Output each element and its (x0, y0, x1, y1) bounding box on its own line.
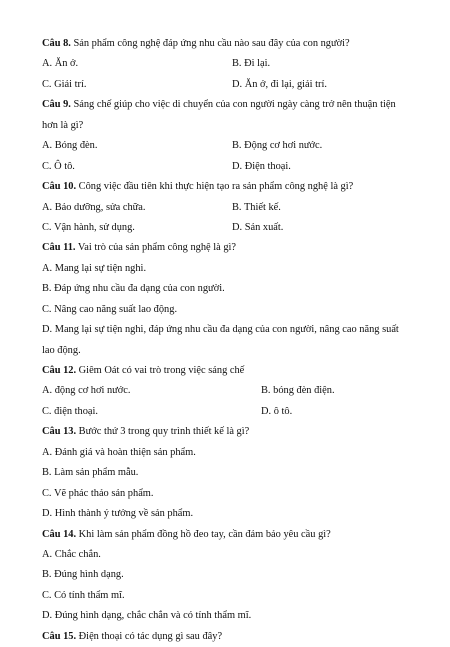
option-c: C. Vẽ phác thảo sản phẩm. (42, 487, 154, 499)
document-page (42, 34, 422, 647)
question-10 (42, 177, 422, 197)
option-c: C. Giải trí. (42, 78, 87, 90)
question-text: Khi làm sản phẩm đồng hồ đeo tay, cần đảm bảo yêu cầu gì? (76, 528, 331, 540)
question-text: hơn là gì? (42, 119, 84, 131)
option-row (42, 381, 422, 401)
option-row (42, 218, 422, 238)
question-number: Câu 15. (42, 630, 77, 642)
option-d: D. ô tô. (261, 405, 293, 417)
question-number: Câu 12. (42, 365, 77, 376)
question-number: Câu 8. (42, 38, 71, 49)
option-b: B. Đáp ứng nhu cầu đa dạng của con người. (42, 283, 225, 295)
question-text: Sáng chế giúp cho việc di chuyển của con người ngày càng trở nên thuận tiện (70, 99, 396, 111)
option-c: C. Có tính thẩm mĩ. (42, 589, 125, 601)
option-row (42, 198, 422, 218)
option-d: D. Đúng hình dạng, chắc chắn và có tính thẩm mĩ. (42, 610, 252, 622)
option-a: A. Bóng đèn. (42, 140, 98, 152)
option-a: A. Bảo dưỡng, sửa chữa. (42, 201, 146, 213)
option-b: B. bóng đèn điện. (261, 385, 335, 397)
question-9 (42, 95, 422, 115)
option-b: B. Làm sản phẩm mẫu. (42, 467, 139, 479)
option-d: D. Điện thoại. (232, 160, 291, 172)
question-number: Câu 13. (42, 426, 77, 438)
option-a: A. Mang lại sự tiện nghi. (42, 262, 147, 274)
question-text: Công việc đầu tiên khi thực hiện tạo ra sản phẩm công nghệ là gì? (76, 181, 354, 193)
question-number: Câu 11. (42, 242, 76, 254)
question-text: Vai trò của sản phẩm công nghệ là gì? (75, 242, 237, 254)
question-number: Câu 9. (42, 99, 71, 111)
question-number: Câu 10. (42, 181, 77, 193)
option-row (42, 402, 422, 422)
option-d: D. Hình thành ý tưởng về sản phẩm. (42, 508, 194, 520)
option-b: B. Đúng hình dạng. (42, 569, 124, 581)
question-13 (42, 422, 422, 442)
option-a: A. Chắc chắn. (42, 548, 101, 560)
question-text: Điện thoại có tác dụng gì sau đây? (76, 630, 223, 642)
option-c: C. Ô tô. (42, 160, 75, 172)
question-text: Sản phẩm công nghệ đáp ứng nhu cầu nào sau đây của con người? (70, 38, 350, 49)
option-c: C. điện thoại. (42, 405, 98, 417)
question-8 (42, 34, 422, 54)
question-11 (42, 238, 422, 258)
question-number: Câu 14. (42, 528, 77, 540)
option-b: B. Đi lại. (232, 58, 271, 70)
question-text: Bước thứ 3 trong quy trình thiết kế là gì? (76, 426, 250, 438)
option-a: A. động cơ hơi nước. (42, 385, 131, 397)
option-b: B. Động cơ hơi nước. (232, 140, 323, 152)
option-c: C. Vận hành, sử dụng. (42, 221, 135, 233)
option-b: B. Thiết kế. (232, 201, 281, 213)
question-text-continued (42, 116, 422, 136)
option-a: A. Ăn ở. (42, 58, 79, 70)
option-c: C. Nâng cao năng suất lao động. (42, 303, 178, 315)
question-12 (42, 361, 422, 381)
question-text: Giêm Oát có vai trò trong việc sáng chế (76, 365, 245, 376)
option-d: D. Mang lại sự tiện nghi, đáp ứng nhu cầu đa dạng của con người, nâng cao năng suất (42, 324, 399, 336)
option-d: D. Sản xuất. (232, 221, 284, 233)
option-row (42, 54, 422, 74)
option-row (42, 75, 422, 95)
option-row (42, 157, 422, 177)
option-d-continued: lao động. (42, 344, 81, 356)
question-14 (42, 525, 422, 545)
option-row (42, 136, 422, 156)
option-d: D. Ăn ở, đi lại, giải trí. (232, 78, 327, 90)
option-a: A. Đánh giá và hoàn thiện sản phẩm. (42, 446, 196, 458)
question-15 (42, 627, 422, 647)
